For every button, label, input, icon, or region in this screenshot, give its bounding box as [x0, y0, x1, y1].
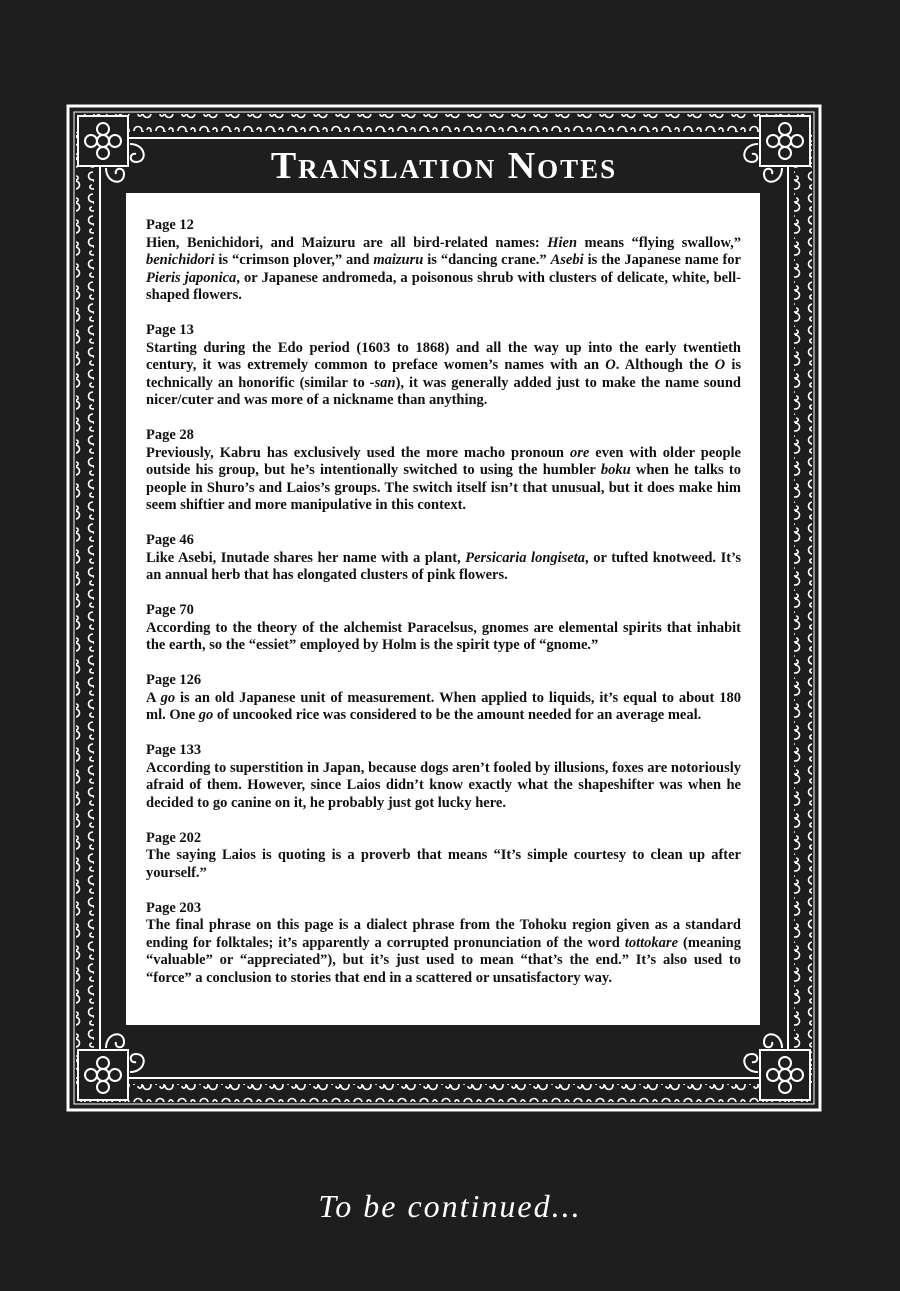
note-entry	[146, 602, 741, 655]
note-page-number: Page 12	[146, 217, 194, 233]
note-page-number: Page 13	[146, 322, 194, 338]
note-italic-term: Asebi	[550, 252, 584, 268]
note-text	[146, 760, 741, 813]
note-italic-term: benichidori	[146, 252, 215, 268]
note-text-run: (meaning “valuable” or “appreciated”), but it’s just used to mean “that’s the end.” It’s also used to “force” a conclusion to stories that end in a scattered or unsatisfactory way.	[146, 934, 741, 986]
note-text-run: , or tufted knotweed. It’s an annual herb that has elongated clusters of pink flowers.	[146, 549, 742, 583]
notes-panel	[126, 193, 760, 1025]
note-text	[146, 917, 741, 987]
note-text-run: The saying Laios is quoting is a proverb that means “It’s simple courtesy to clean up after yourself.”	[146, 847, 741, 881]
note-page-number: Page 28	[146, 427, 194, 443]
note-page-number: Page 70	[146, 602, 194, 618]
note-italic-term: ore	[569, 444, 590, 461]
note-page-number: Page 203	[146, 899, 202, 916]
note-text-run: ), it was generally added just to make the name sound nicer/cuter and was more of a nickname than anything.	[146, 374, 741, 408]
note-italic-term: O	[605, 357, 616, 373]
note-text-run: According to superstition in Japan, because dogs aren’t fooled by illusions, foxes are notoriously afraid of them. However, since Laios didn’t know exactly what the shapeshifter was when he decided to go canine on it, he probably just got lucky here.	[146, 759, 741, 811]
note-italic-term: go	[198, 707, 214, 723]
note-italic-term: O	[714, 357, 726, 373]
note-entry	[146, 900, 741, 988]
note-text-run: is “crimson plover,” and	[214, 252, 374, 268]
note-text	[146, 445, 741, 515]
note-italic-term: Persicaria longiseta	[465, 549, 586, 566]
note-text-run: is the Japanese name for	[583, 252, 741, 268]
note-text	[146, 847, 741, 882]
note-italic-term: go	[160, 689, 176, 706]
note-text-run: is technically an honorific (similar to	[146, 357, 741, 391]
note-text	[146, 550, 741, 585]
note-text-run: is “dancing crane.”	[423, 252, 551, 268]
note-text-run: is an old Japanese unit of measurement. When applied to liquids, it’s equal to about 180 ml. One	[146, 689, 741, 723]
note-text-run: The final phrase on this page is a dialect phrase from the Tohoku region given as a standard ending for folktales; it’s apparently a corrupted pronunciation of the word	[146, 917, 741, 951]
note-text-run: Previously, Kabru has exclusively used the more macho pronoun	[146, 444, 570, 461]
note-entry	[146, 217, 741, 305]
note-text-run: means “flying swallow,”	[577, 234, 741, 251]
note-italic-term: -san	[369, 374, 396, 391]
note-text-run: Like Asebi, Inutade shares her name with a plant,	[146, 549, 466, 566]
note-page-number: Page 133	[146, 742, 202, 758]
note-text-run: , or Japanese andromeda, a poisonous shrub with clusters of delicate, white, bell-shaped flowers.	[146, 269, 742, 303]
page-title: Translation Notes	[270, 145, 618, 187]
note-text-run: Starting during the Edo period (1603 to 1868) and all the way up into the early twentieth century, it was extremely common to preface women’s names with an	[146, 339, 741, 373]
note-text-run: even with older people outside his group, but he’s intentionally switched to using the humbler	[146, 444, 741, 478]
note-entry	[146, 322, 741, 410]
note-text	[146, 340, 741, 410]
note-italic-term: Pieris japonica	[146, 269, 237, 286]
note-page-number: Page 46	[146, 532, 194, 548]
note-page-number: Page 202	[146, 829, 202, 846]
note-text-run: Hien, Benichidori, and Maizuru are all bird-related names:	[146, 234, 548, 251]
note-italic-term: boku	[600, 462, 631, 478]
note-entry	[146, 830, 741, 883]
note-text-run: . Although the	[615, 357, 715, 373]
note-text-run: when he talks to people in Shuro’s and Laios’s groups. The switch itself isn’t that unusual, but it does make him seem shiftier and more manipulative in this context.	[146, 462, 742, 513]
note-italic-term: maizuru	[373, 252, 424, 268]
note-entry	[146, 532, 741, 585]
note-entry	[146, 742, 741, 812]
note-text-run: According to the theory of the alchemist Paracelsus, gnomes are elemental spirits that inhabit the earth, so the “essiet” employed by Holm is the spirit type of “gnome.”	[146, 619, 741, 653]
note-text-run: A	[146, 689, 161, 706]
note-entry	[146, 672, 741, 725]
to-be-continued-text: To be continued...	[318, 1188, 582, 1224]
note-entry	[146, 427, 741, 515]
note-text	[146, 235, 741, 305]
note-text-run: of uncooked rice was considered to be the amount needed for an average meal.	[213, 707, 702, 723]
note-italic-term: Hien	[547, 234, 578, 251]
note-text	[146, 690, 741, 725]
ornamental-frame	[66, 104, 822, 1112]
note-text	[146, 620, 741, 655]
note-page-number: Page 126	[146, 672, 202, 688]
note-italic-term: tottokare	[624, 934, 679, 951]
